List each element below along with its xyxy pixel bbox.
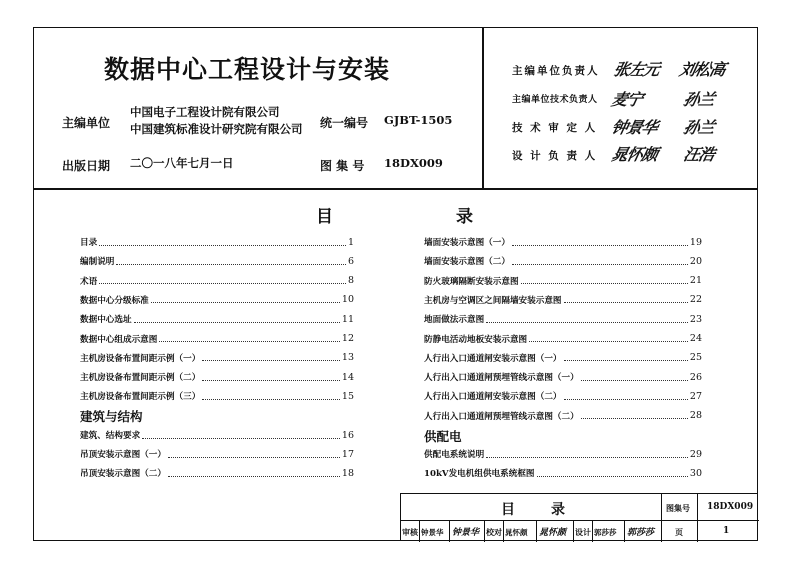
title-block-vline-7 (536, 520, 537, 542)
toc-entry-page: 28 (689, 410, 702, 422)
header-vertical-divider (482, 27, 484, 189)
toc-entry-title: 吊顶安装示意图（一） (80, 450, 166, 460)
toc-entry-page: 22 (689, 294, 702, 306)
toc-entry (424, 293, 702, 307)
toc-entry-page: 17 (341, 448, 354, 460)
toc-leader-dots (564, 399, 688, 400)
toc-entry-page: 6 (347, 255, 354, 267)
toc-entry (424, 235, 702, 249)
toc-entry-page: 14 (341, 371, 354, 383)
title-block-check-label: 校对 (486, 527, 502, 537)
toc-leader-dots (99, 245, 346, 246)
toc-entry-page: 13 (341, 352, 354, 364)
editor-unit-label: 主编单位 (62, 116, 111, 130)
title-block-design-label: 设计 (575, 527, 591, 537)
toc-entry-title: 地面做法示意图 (424, 315, 485, 326)
title-block-divider (401, 520, 759, 521)
toc-entry (80, 332, 354, 346)
toc-heading-right: 录 (456, 207, 473, 227)
toc-entry-page: 10 (341, 294, 354, 306)
toc-entry-page: 23 (689, 313, 702, 325)
toc-entry-title: 术语 (80, 276, 98, 287)
toc-entry-page: 29 (689, 448, 702, 460)
toc-entry-page: 18 (341, 467, 354, 479)
toc-entry-title: 防火玻璃隔断安装示意图 (424, 276, 519, 287)
signature-editor-unit-1: 张左元 (611, 60, 661, 79)
toc-entry-title: 供配电系统说明 (424, 450, 485, 460)
title-block-vline-8 (573, 520, 574, 542)
editor-unit-1: 中国电子工程设计院有限公司 (130, 105, 280, 119)
title-block-name-left: 目 (501, 502, 515, 518)
atlas-no-value: 18DX009 (384, 156, 443, 170)
toc-leader-dots (486, 457, 688, 458)
toc-entry (80, 235, 354, 249)
toc-entry-title: 墙面安装示意图（二） (424, 257, 510, 268)
publish-date-value: 二〇一八年七月一日 (130, 156, 234, 170)
toc-entry-page: 21 (689, 275, 702, 287)
toc-entry-title: 数据中心组成示意图 (80, 334, 158, 345)
title-block-review-label: 审核 (402, 527, 418, 537)
title-block-vline-10 (624, 520, 625, 542)
resp-role-design-lead: 设 计 负 责 人 (512, 150, 598, 162)
title-block-vline-1 (661, 494, 662, 542)
toc-entry-title: 数据中心选址 (80, 315, 132, 326)
toc-leader-dots (142, 438, 340, 439)
toc-entry (80, 293, 354, 307)
toc-entry-page: 1 (347, 236, 354, 248)
title-block-check-signature: 晁怀颇 (539, 528, 567, 538)
title-block-review-signature: 钟景华 (452, 528, 480, 538)
title-block-review-name: 钟景华 (421, 528, 444, 537)
toc-leader-dots (564, 302, 688, 303)
title-block-page-no: 1 (723, 526, 730, 536)
toc-entry-title: 防静电活动地板安装示意图 (424, 334, 528, 345)
title-block-atlas-label: 图集号 (666, 503, 690, 513)
toc-entry-page: 27 (689, 390, 702, 402)
toc-entry-page: 12 (341, 333, 354, 344)
signature-design-lead-2: 汪浩 (681, 145, 716, 164)
toc-entry-title: 人行出入口通道闸安装示意图（二） (424, 392, 562, 403)
title-block-vline-3 (419, 520, 420, 542)
title-block-design-name: 郭莎莎 (594, 528, 617, 537)
toc-entry-title: 墙面安装示意图（一） (424, 238, 510, 248)
toc-entry (80, 389, 354, 403)
publish-date-label: 出版日期 (62, 159, 111, 173)
toc-leader-dots (581, 418, 688, 419)
toc-entry-title: 主机房与空调区之间隔墙安装示意图 (424, 295, 562, 306)
toc-entry (424, 466, 702, 480)
toc-leader-dots (202, 360, 340, 361)
toc-entry-title: 吊顶安装示意图（二） (80, 469, 166, 479)
toc-center-line (400, 189, 401, 493)
toc-leader-dots (512, 245, 688, 246)
title-block-vline-9 (592, 520, 593, 542)
resp-role-editor-unit: 主编单位负责人 (512, 65, 600, 77)
toc-entry-page: 30 (689, 467, 702, 479)
toc-leader-dots (202, 399, 340, 400)
title-block (400, 493, 758, 541)
toc-entry (80, 466, 354, 480)
title-block-design-signature: 郭莎莎 (627, 528, 655, 538)
signature-design-lead-1: 晁怀颇 (609, 145, 659, 164)
title-block-check-name: 晁怀颇 (505, 528, 528, 537)
toc-leader-dots (202, 380, 340, 381)
toc-entry (80, 274, 354, 288)
toc-entry (424, 389, 702, 403)
toc-entry-page: 15 (341, 390, 354, 402)
unified-no-value: GJBT-1505 (384, 113, 453, 127)
signature-tech-lead-2: 孙兰 (681, 90, 716, 109)
toc-entry-title: 建筑、结构要求 (80, 431, 141, 441)
toc-entry-page: 16 (341, 429, 354, 441)
toc-entry (80, 447, 354, 461)
toc-entry (80, 370, 354, 384)
signature-tech-lead-1: 麦宁 (609, 90, 644, 109)
signature-tech-review-2: 孙兰 (681, 118, 716, 137)
toc-leader-dots (134, 322, 340, 323)
title-block-vline-5 (484, 520, 485, 542)
toc-entry-page: 20 (689, 255, 702, 267)
toc-entry (80, 351, 354, 365)
toc-entry-title: 主机房设备布置间距示例（三） (80, 392, 201, 403)
resp-role-tech-lead: 主编单位技术负责人 (512, 95, 598, 105)
toc-entry (424, 312, 702, 326)
toc-entry-page: 19 (689, 236, 702, 248)
toc-leader-dots (159, 341, 340, 342)
title-block-vline-6 (503, 520, 504, 542)
toc-leader-dots (116, 264, 346, 265)
toc-leader-dots (151, 302, 340, 303)
toc-entry (80, 428, 354, 442)
toc-entry-title: 人行出入口通道闸预埋管线示意图（二） (424, 411, 579, 422)
toc-entry (424, 351, 702, 365)
toc-leader-dots (529, 341, 688, 342)
toc-leader-dots (512, 264, 688, 265)
toc-entry (424, 274, 702, 288)
title-block-name-right: 录 (551, 502, 565, 518)
atlas-no-label: 图 集 号 (320, 159, 365, 173)
unified-no-label: 统一编号 (320, 116, 369, 130)
header-bottom-line (33, 188, 758, 190)
title-block-vline-4 (449, 520, 450, 542)
toc-leader-dots (581, 380, 688, 381)
signature-editor-unit-2: 刘松高 (677, 60, 727, 79)
toc-entry-title: 目录 (80, 238, 98, 248)
toc-entry (424, 254, 702, 268)
toc-entry (424, 409, 702, 423)
toc-entry (80, 312, 354, 326)
toc-entry-page: 11 (341, 313, 354, 325)
title-block-vline-2 (697, 494, 698, 542)
toc-entry (80, 254, 354, 268)
toc-entry (424, 370, 702, 384)
toc-entry-title: 编制说明 (80, 257, 115, 268)
toc-leader-dots (168, 457, 340, 458)
toc-entry-title: 10kV发电机组供电系统框图 (424, 469, 535, 479)
toc-entry-page: 24 (689, 333, 702, 344)
toc-entry (424, 447, 702, 461)
toc-entry (424, 332, 702, 346)
toc-leader-dots (99, 283, 346, 284)
toc-leader-dots (486, 322, 688, 323)
title-block-atlas-no: 18DX009 (707, 502, 754, 512)
toc-entry-title: 主机房设备布置间距示例（二） (80, 373, 201, 384)
toc-section-power: 供配电 (424, 429, 462, 444)
toc-entry-page: 8 (347, 275, 354, 287)
toc-heading-left: 目 (316, 207, 333, 227)
toc-entry-title: 数据中心分级标准 (80, 295, 149, 306)
signature-tech-review-1: 钟景华 (609, 118, 659, 137)
title-block-page-label: 页 (675, 527, 683, 537)
toc-entry-title: 人行出入口通道闸安装示意图（一） (424, 353, 562, 364)
toc-leader-dots (521, 283, 688, 284)
resp-role-tech-review: 技 术 审 定 人 (512, 122, 598, 134)
toc-leader-dots (564, 360, 688, 361)
toc-section-architecture: 建筑与结构 (80, 409, 143, 424)
toc-leader-dots (537, 476, 688, 477)
toc-entry-title: 人行出入口通道闸预埋管线示意图（一） (424, 373, 579, 384)
toc-entry-title: 主机房设备布置间距示例（一） (80, 353, 201, 364)
toc-entry-page: 26 (689, 371, 702, 383)
toc-leader-dots (168, 476, 340, 477)
toc-entry-page: 25 (689, 352, 702, 364)
editor-unit-2: 中国建筑标准设计研究院有限公司 (130, 122, 303, 136)
page-title: 数据中心工程设计与安装 (104, 55, 391, 84)
